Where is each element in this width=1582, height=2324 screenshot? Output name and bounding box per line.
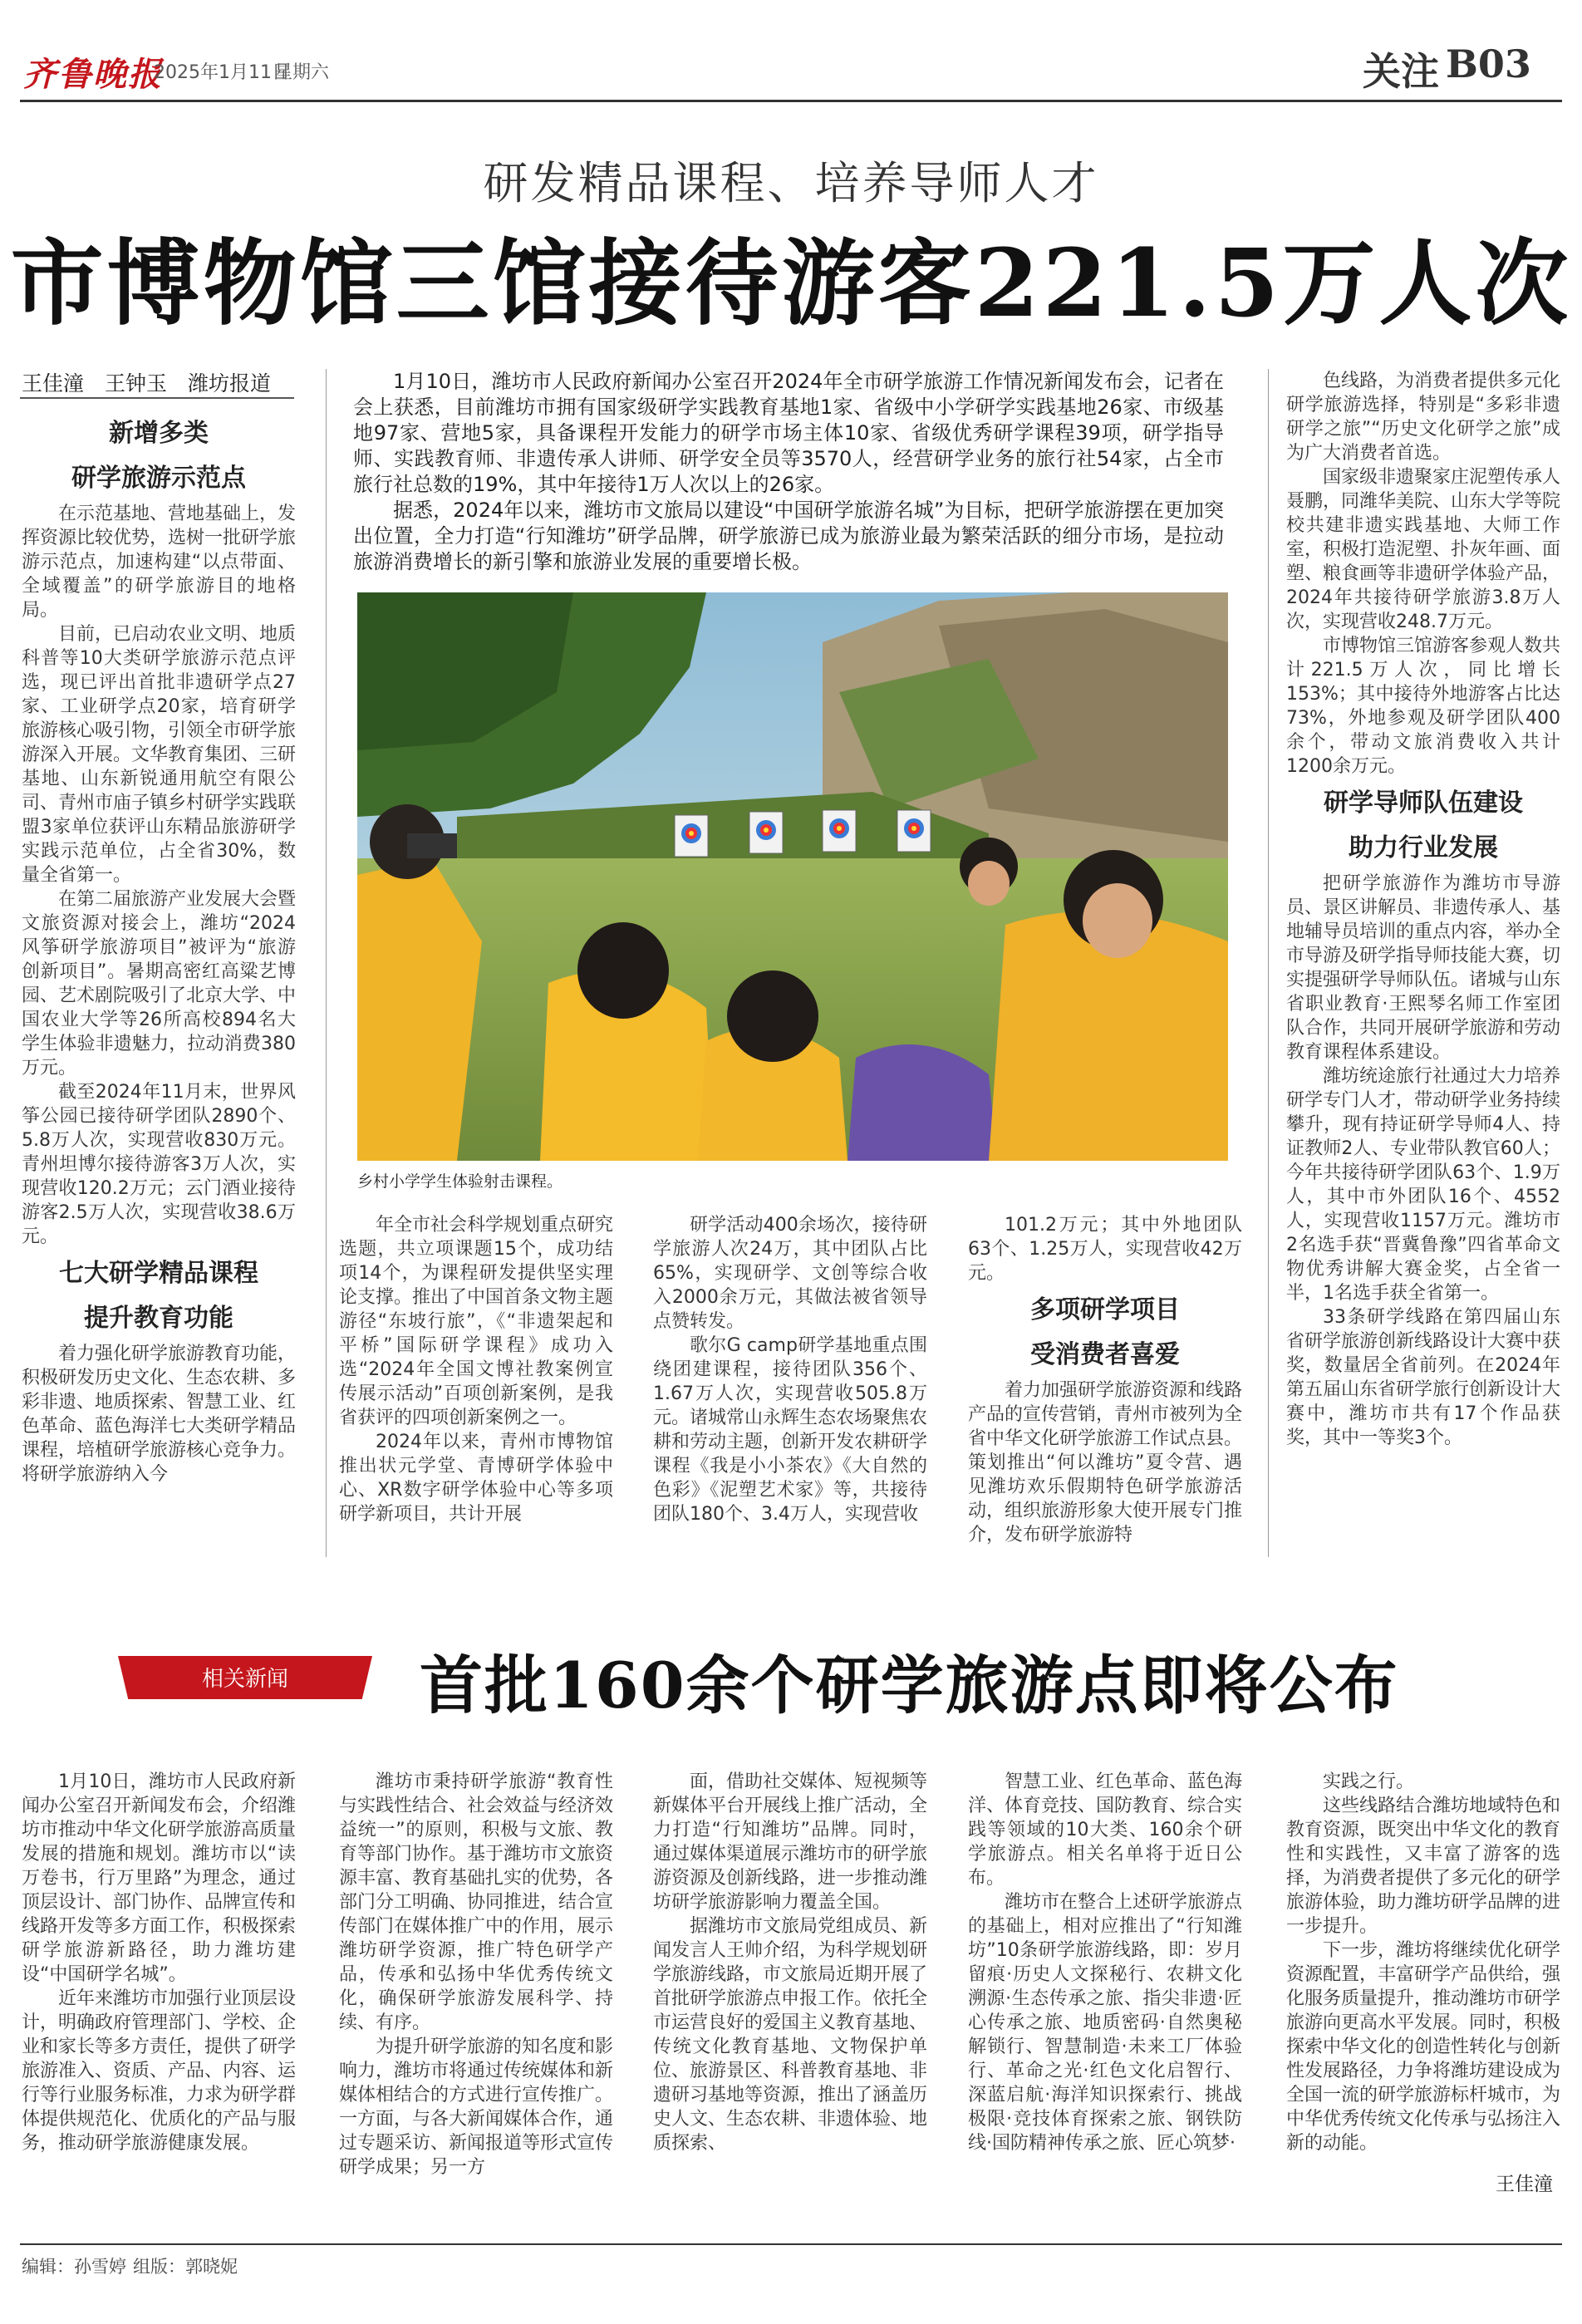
paragraph: 近年来潍坊市加强行业顶层设计，明确政府管理部门、学校、企业和家长等多方责任，提供了研学旅游准入、资质、产品、内容、运行等行业服务标准，力求为研学群体提供规范化、优质化的产品与服务，推动研学旅游健康发展。 <box>22 1988 296 2154</box>
paragraph: 潍坊统途旅行社通过大力培养研学专门人才，带动研学业务持续攀升，现有持证研学导师4人、持证教师2人、专业带队教官60人；今年共接待研学团队63个、1.9万人，其中市外团队16个、4552人，实现营收1157万元。潍坊市2名选手获“晋冀鲁豫”四省革命文物优秀讲解大赛金奖，占全省一半，1名选手获全省第一。 <box>1286 1066 1560 1304</box>
subhead-courses-line1: 七大研学精品课程 <box>59 1259 258 1288</box>
related-column-1 <box>22 1770 296 2235</box>
paragraph: 市博物馆三馆游客参观人数共计221.5万人次，同比增长153%；其中接待外地游客占比达73%，外地参观及研学团队400余个，带动文旅消费收入共计1200余万元。 <box>1286 636 1560 777</box>
paragraph: 潍坊市在整合上述研学旅游点的基础上，相对应推出了“行知潍坊”10条研学旅游线路，即：岁月留痕·历史人文探秘行、农耕文化溯源·生态传承之旅、指尖非遗·匠心传承之旅、地质密码·自然奥秘解锁行、智慧制造·未来工厂体验行、革命之光·红色文化启智行、深蓝启航·海洋知识探索行、挑战极限·竞技体育探索之旅、钢铁防线·国防精神传承之旅、匠心筑梦· <box>968 1892 1242 2154</box>
paragraph: 截至2024年11月末，世界风筝公园已接待研学团队2890个、5.8万人次，实现营收830万元。青州坦博尔接待游客3万人次，实现营收120.2万元；云门酒业接待游客2.5万人次，实现营收38.6万元。 <box>22 1082 296 1247</box>
newspaper-logo: 齐鲁晚报 <box>23 55 163 94</box>
subhead-new-demo-sites-line1: 新增多类 <box>109 419 209 448</box>
subhead-new-demo-sites-line2: 研学旅游示范点 <box>71 464 246 493</box>
paragraph: 着力加强研学旅游资源和线路产品的宣传营销，青州市被列为全省中华文化研学旅游工作试点县。策划推出“何以潍坊”夏令营、遇见潍坊欢乐假期特色研学旅游活动，组织旅游形象大使开展专门推介，发布研学旅游特 <box>968 1380 1242 1545</box>
paragraph: 歌尔G camp研学基地重点围绕团建课程，接待团队356个、1.67万人次，实现营收505.8万元。诸城常山永辉生态农场聚焦农耕和劳动主题，创新开发农耕研学课程《我是小小茶农》《大自然的色彩》《泥塑艺术家》等，共接待团队180个、3.4万人，实现营收 <box>653 1335 927 1525</box>
paragraph: 把研学旅游作为潍坊市导游员、景区讲解员、非遗传承人、基地辅导员培训的重点内容，举办全市导游及研学指导师技能大赛，切实提强研学导师队伍。诸城与山东省职业教育·王熙琴名师工作室团队合作，共同开展研学旅游和劳动教育课程体系建设。 <box>1286 873 1560 1063</box>
related-column-4 <box>968 1770 1242 2235</box>
article-title: 市博物馆三馆接待游客221.5万人次 <box>10 229 1572 338</box>
related-news-tag-label: 相关新闻 <box>201 1667 288 1692</box>
subhead-popular-projects-line1: 多项研学项目 <box>1030 1295 1180 1324</box>
column-divider <box>1268 369 1269 1557</box>
subhead-mentor-team-line2: 助力行业发展 <box>1349 833 1498 862</box>
related-column-5-text <box>1286 1770 1560 2155</box>
page-number: B03 <box>1446 42 1531 86</box>
lead-text <box>353 369 1224 575</box>
paragraph: 2024年以来，青州市博物馆推出状元学堂、青博研学体验中心、XR数字研学体验中心等多项研学新项目，共计开展 <box>339 1432 613 1525</box>
paragraph: 实践之行。 <box>1323 1771 1415 1792</box>
related-news-title: 首批160余个研学旅游点即将公布 <box>420 1648 1399 1722</box>
related-column-3 <box>653 1770 927 2235</box>
paragraph: 色线路，为消费者提供多元化研学旅游选择，特别是“多彩非遗研学之旅”“历史文化研学之旅”成为广大消费者首选。 <box>1286 371 1560 464</box>
paragraph: 1月10日，潍坊市人民政府新闻办公室召开新闻发布会，介绍潍坊市推动中华文化研学旅游高质量发展的措施和规划。潍坊市以“读万卷书，行万里路”为理念，通过顶层设计、部门协作、品牌宣传和线路开发等多方面工作，积极探索研学旅游新路径，助力潍坊建设“中国研学名城”。 <box>22 1771 296 1985</box>
subhead-popular-projects-line2: 受消费者喜爱 <box>1030 1340 1180 1369</box>
paragraph: 为提升研学旅游的知名度和影响力，潍坊市将通过传统媒体和新媒体相结合的方式进行宣传推广。一方面，与各大新闻媒体合作，通过专题采访、新闻报道等形式宣传研学成果；另一方 <box>339 2037 613 2178</box>
footer-editor: 编辑：孙雪婷 <box>22 2257 126 2277</box>
section-name: 关注 <box>1363 49 1439 94</box>
lead-paragraph: 1月10日，潍坊市人民政府新闻办公室召开2024年全市研学旅游工作情况新闻发布会，记者在会上获悉，目前潍坊市拥有国家级研学实践教育基地1家、省级中小学研学实践基地26家、市级基地97家、营地5家，具备课程开发能力的研学市场主体10家、省级优秀研学课程39项，研学指导师、实践教育师、非遗传承人讲师、研学安全员等3570人，经营研学业务的旅行社54家，占全市旅行社总数的19%，其中年接待1万人次以上的26家。 <box>353 370 1224 496</box>
related-column-3-text <box>653 1770 927 2155</box>
related-column-4-text <box>968 1770 1242 2155</box>
paragraph: 这些线路结合潍坊地域特色和教育资源，既突出中华文化的教育性和实践性，又丰富了游客的选择，为消费者提供了多元化的研学旅游体验，助力潍坊研学品牌的进一步提升。 <box>1286 1796 1560 1937</box>
paragraph: 101.2万元；其中外地团队63个、1.25万人，实现营收42万元。 <box>968 1215 1242 1284</box>
column-2-text: 年全市社会科学规划重点研究选题，共立项课题15个，成功结项14个，为课程研发提供坚实理论支撑。推出了中国首条文物主题游径“东坡行旅”，《“非遗架起和平桥”国际研学课程》成功入选“2024年全国文博社教案例宣传展示活动”百项创新案例，是我省获评的四项创新案例之一。 <box>339 1215 613 1428</box>
paragraph: 面，借助社交媒体、短视频等新媒体平台开展线上推广活动，全力打造“行知潍坊”品牌。同时，通过媒体渠道展示潍坊市的研学旅游资源及创新线路，进一步推动潍坊研学旅游影响力覆盖全国。 <box>653 1771 927 1913</box>
subhead-mentor-team-line1: 研学导师队伍建设 <box>1324 789 1523 818</box>
subhead-courses-line2: 提升教育功能 <box>84 1304 233 1333</box>
paragraph: 据潍坊市文旅局党组成员、新闻发言人王帅介绍，为科学规划研学旅游线路，市文旅局近期开展了首批研学旅游点申报工作。依托全市运营良好的爱国主义教育基地、传统文化教育基地、文物保护单位、旅游景区、科普教育基地、非遗研习基地等资源，推出了涵盖历史人文、生态农耕、非遗体验、地质探索、 <box>653 1916 927 2154</box>
column-3 <box>653 1213 927 1562</box>
paragraph: 33条研学线路在第四届山东省研学旅游创新线路设计大赛中获奖，数量居全省前列。在2024年第五届山东省研学旅行创新设计大赛中，潍坊市共有17个作品获奖，其中一等奖3个。 <box>1286 1307 1560 1448</box>
related-author: 王佳潼 <box>1496 2174 1553 2195</box>
related-column-2-text <box>339 1770 613 2179</box>
archery-scene-illustration <box>357 592 1228 1161</box>
related-column-5 <box>1286 1770 1560 2169</box>
column-4 <box>968 1213 1242 1562</box>
issue-date: 2025年1月11日 <box>154 62 290 83</box>
byline-rule <box>20 397 294 399</box>
article-subtitle: 研发精品课程、培养导师人才 <box>483 157 1099 209</box>
column-1 <box>22 409 296 1555</box>
paragraph: 潍坊市秉持研学旅游“教育性与实践性结合、社会效益与经济效益统一”的原则，积极与文旅、教育等部门协作。基于潍坊市文旅资源丰富、教育基础扎实的优势，各部门分工明确、协同推进，结合宣传部门在媒体推广中的作用，展示潍坊研学资源，推广特色研学产品，传承和弘扬中华优秀传统文化，确保研学旅游发展科学、持续、有序。 <box>339 1771 613 2033</box>
column-2 <box>339 1213 613 1562</box>
column-5 <box>1286 369 1560 1559</box>
article-photo <box>357 592 1228 1161</box>
paragraph: 国家级非遗聚家庄泥塑传承人聂鹏，同潍华美院、山东大学等院校共建非遗实践基地、大师工作室，积极打造泥塑、扑灰年画、面塑、粮食画等非遗研学体验产品，2024年共接待研学旅游3.8万人次，实现营收248.7万元。 <box>1286 467 1560 632</box>
related-column-2 <box>339 1770 613 2235</box>
paragraph: 智慧工业、红色革命、蓝色海洋、体育竞技、国防教育、综合实践等领域的10大类、160余个研学旅游点。相关名单将于近日公布。 <box>968 1771 1242 1889</box>
issue-weekday: 星期六 <box>274 62 330 83</box>
paragraph: 在第二届旅游产业发展大会暨文旅资源对接会上，潍坊“2024风筝研学旅游项目”被评为“旅游创新项目”。暑期高密红高粱艺博园、艺术剧院吸引了北京大学、中国农业大学等26所高校894名大学生体验非遗魅力，拉动消费380万元。 <box>22 889 296 1078</box>
byline: 王佳潼 王钟玉 潍坊报道 <box>22 371 272 396</box>
related-column-1-text <box>22 1770 296 2155</box>
paragraph: 在示范基地、营地基础上，发挥资源比较优势，选树一批研学旅游示范点，加速构建“以点带面、全域覆盖”的研学旅游目的地格局。 <box>22 504 296 621</box>
footer-layout: 组版：郭晓妮 <box>133 2257 238 2277</box>
lead-paragraph: 据悉，2024年以来，潍坊市文旅局以建设“中国研学旅游名城”为目标，把研学旅游摆在更加突出位置，全力打造“行知潍坊”研学品牌，研学旅游已成为旅游业最为繁荣活跃的细分市场，是拉动旅游消费增长的新引擎和旅游业发展的重要增长极。 <box>353 499 1224 573</box>
column-3-text: 研学活动400余场次，接待研学旅游人次24万，其中团队占比65%，实现研学、文创等综合收入2000余万元，其做法被省领导点赞转发。 <box>653 1215 927 1332</box>
header-rule <box>20 100 1562 102</box>
paragraph: 着力强化研学旅游教育功能，积极研发历史文化、生态农耕、多彩非遗、地质探索、智慧工业、红色革命、蓝色海洋七大类研学精品课程，培植研学旅游核心竞争力。将研学旅游纳入今 <box>22 1344 296 1485</box>
paragraph: 下一步，潍坊将继续优化研学资源配置，丰富研学产品供给，强化服务质量提升，推动潍坊市研学旅游向更高水平发展。同时，积极探索中华文化的创造性转化与创新性发展路径，力争将潍坊建设成为全国一流的研学旅游标杆城市，为中华优秀传统文化传承与弘扬注入新的动能。 <box>1286 1940 1560 2154</box>
footer-rule <box>20 2243 1562 2245</box>
column-divider <box>326 369 327 1557</box>
paragraph: 目前，已启动农业文明、地质科普等10大类研学旅游示范点评选，现已评出首批非遗研学点27家、工业研学点20家，培育研学旅游核心吸引物，引领全市研学旅游深入开展。文华教育集团、三研基地、山东新锐通用航空有限公司、青州市庙子镇乡村研学实践联盟3家单位获评山东精品旅游研学实践示范单位，占全省30%，数量全省第一。 <box>22 624 296 886</box>
photo-caption: 乡村小学学生体验射击课程。 <box>357 1172 563 1191</box>
